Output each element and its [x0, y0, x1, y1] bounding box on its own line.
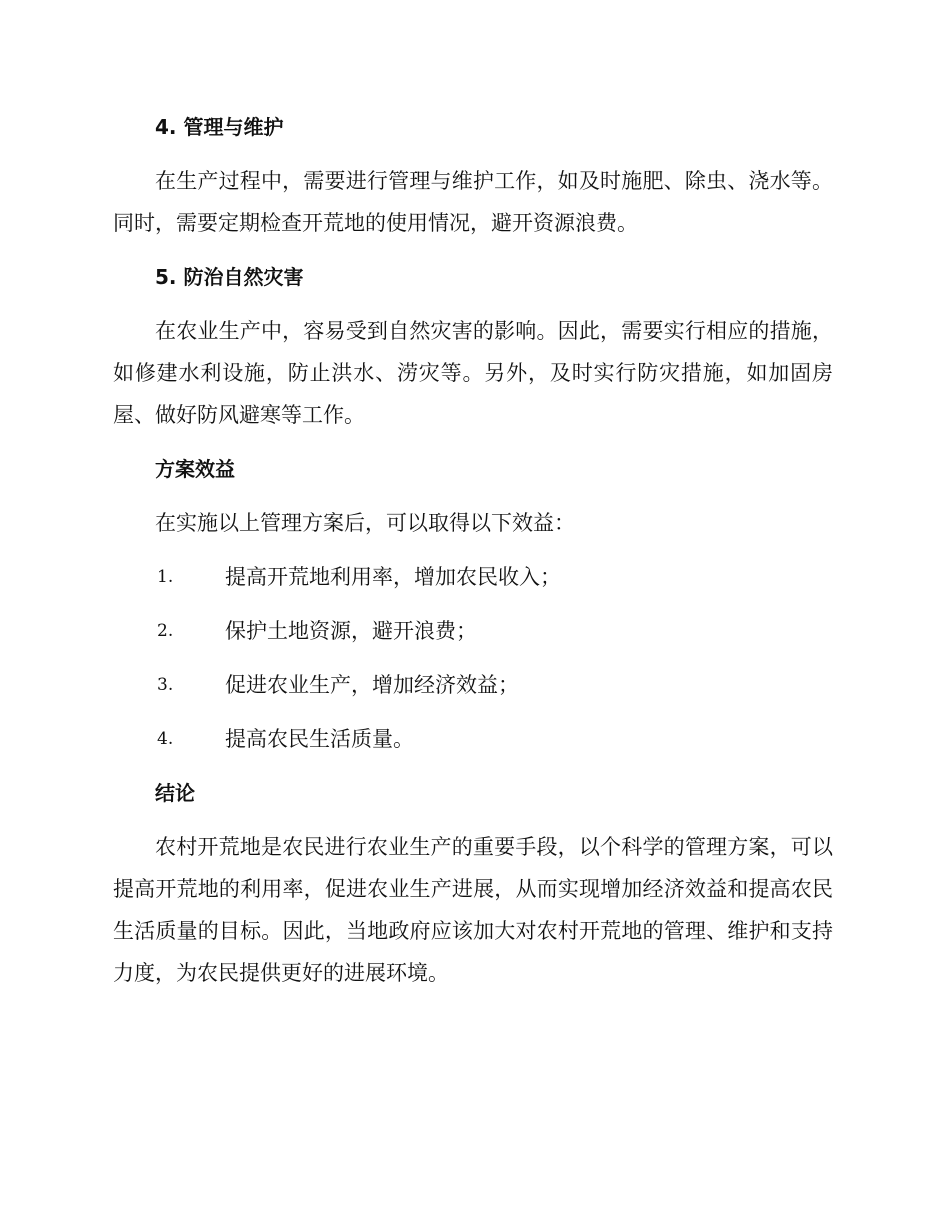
list-text: 提高开荒地利用率，增加农民收入； — [225, 565, 561, 589]
benefits-heading: 方案效益 — [155, 457, 235, 481]
list-text: 保护土地资源，避开浪费； — [225, 619, 477, 643]
benefits-list — [113, 556, 833, 760]
list-text: 促进农业生产，增加经济效益； — [225, 673, 519, 697]
list-item — [113, 664, 833, 706]
section-heading-disaster: 5. 防治自然灾害 — [155, 265, 304, 289]
list-number: 1. — [157, 567, 174, 587]
list-number: 2. — [157, 621, 174, 641]
section-paragraph-management: 在生产过程中，需要进行管理与维护工作，如及时施肥、除虫、浇水等。同时，需要定期检查开荒地的使用情况，避开资源浪费。 — [113, 169, 833, 235]
conclusion-heading: 结论 — [155, 781, 195, 805]
list-item — [113, 718, 833, 760]
benefits-intro: 在实施以上管理方案后，可以取得以下效益： — [155, 511, 575, 535]
list-number: 3. — [157, 675, 174, 695]
list-item — [113, 556, 833, 598]
list-text: 提高农民生活质量。 — [225, 727, 414, 751]
conclusion-paragraph: 农村开荒地是农民进行农业生产的重要手段，以个科学的管理方案，可以提高开荒地的利用率，促进农业生产进展，从而实现增加经济效益和提高农民生活质量的目标。因此，当地政府应该加大对农村开荒地的管理、维护和支持力度，为农民提供更好的进展环境。 — [113, 835, 833, 985]
document-body — [113, 106, 833, 1006]
section-paragraph-disaster: 在农业生产中，容易受到自然灾害的影响。因此，需要实行相应的措施，如修建水利设施，防止洪水、涝灾等。另外，及时实行防灾措施，如加固房屋、做好防风避寒等工作。 — [113, 319, 833, 427]
list-item — [113, 610, 833, 652]
section-heading-management: 4. 管理与维护 — [155, 115, 284, 139]
list-number: 4. — [157, 729, 174, 749]
